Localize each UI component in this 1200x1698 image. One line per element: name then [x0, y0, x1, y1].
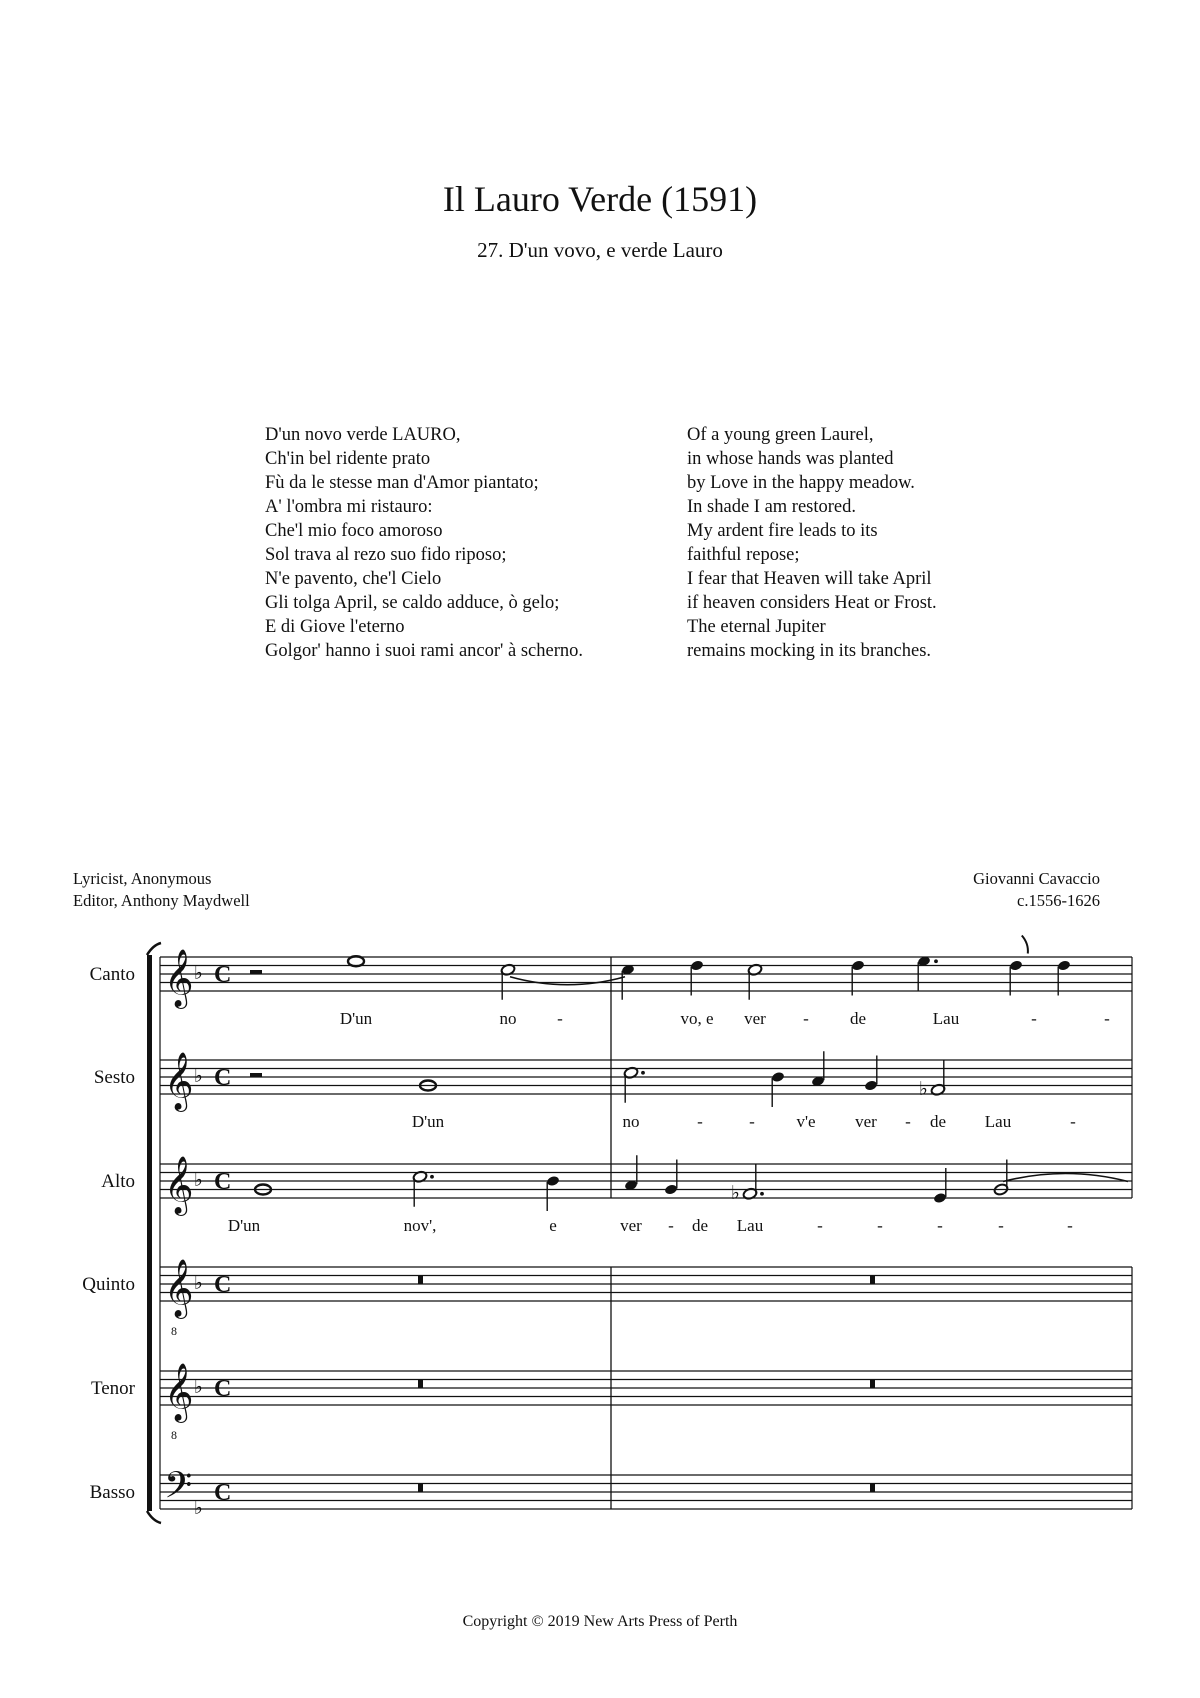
- lyric-syllable: ver: [620, 1216, 642, 1235]
- time-signature: C: [214, 1480, 232, 1506]
- note-head: [864, 1079, 878, 1091]
- treble-clef-icon: 𝄞: [164, 1362, 194, 1421]
- page-title: Il Lauro Verde (1591): [442, 179, 758, 219]
- lyric-syllable: de: [929, 1112, 947, 1131]
- poem-line: N'e pavento, che'l Cielo: [265, 569, 442, 589]
- note-head: [1009, 959, 1023, 971]
- augmentation-dot: [430, 1175, 434, 1179]
- augmentation-dot: [641, 1071, 645, 1075]
- flat-accidental: ♭: [919, 1077, 928, 1100]
- treble-clef-icon: 𝄞: [164, 948, 194, 1007]
- lyric-syllable: -: [817, 1216, 823, 1235]
- lyric-syllable: -: [749, 1112, 755, 1131]
- lyric-syllable: no: [622, 1112, 640, 1131]
- lyric-syllable: D'un: [339, 1009, 373, 1028]
- poem-line: D'un novo verde LAURO,: [265, 425, 461, 445]
- augmentation-dot: [934, 959, 938, 963]
- page-subtitle: 27. D'un vovo, e verde Lauro: [477, 238, 723, 262]
- lyric-syllable: D'un: [227, 1216, 261, 1235]
- poem-line: if heaven considers Heat or Frost.: [687, 593, 937, 613]
- staff-name: Canto: [89, 964, 135, 985]
- time-signature: C: [214, 1376, 232, 1402]
- half-rest: [250, 1073, 262, 1077]
- staff-name: Sesto: [93, 1067, 135, 1088]
- lyric-syllable: -: [1070, 1112, 1076, 1131]
- lyricist-credit: Lyricist, Anonymous: [73, 869, 212, 888]
- lyric-syllable: Lau: [932, 1009, 960, 1028]
- poem-line: In shade I am restored.: [687, 497, 857, 517]
- lyric-syllable: Lau: [984, 1112, 1012, 1131]
- key-signature-flat: ♭: [194, 1497, 203, 1519]
- breve-rest: [418, 1380, 423, 1389]
- note-head: [933, 1192, 947, 1204]
- time-signature: C: [214, 962, 232, 988]
- system-bracket-cap: [147, 1511, 161, 1523]
- poem-line: Of a young green Laurel,: [687, 425, 874, 445]
- key-signature-flat: ♭: [194, 1169, 203, 1191]
- octave-eight-marker: 8: [171, 1324, 177, 1338]
- half-rest: [250, 970, 262, 974]
- staff-name: Tenor: [90, 1378, 135, 1399]
- staff-name: Quinto: [82, 1274, 135, 1295]
- poem-line: Gli tolga April, se caldo adduce, ò gelo;: [265, 593, 560, 613]
- lyric-syllable: Lau: [736, 1216, 764, 1235]
- note-head: [771, 1071, 785, 1083]
- lyric-syllable: e: [549, 1216, 557, 1235]
- poem-line: Fù da le stesse man d'Amor piantato;: [265, 473, 539, 493]
- treble-clef-icon: 𝄞: [164, 1155, 194, 1214]
- poem-line: by Love in the happy meadow.: [687, 473, 915, 493]
- treble-clef-icon: 𝄞: [164, 1258, 194, 1317]
- poem-line: faithful repose;: [687, 545, 800, 565]
- lyric-syllable: ver: [744, 1009, 766, 1028]
- note-head: [348, 956, 364, 966]
- lyric-syllable: de: [691, 1216, 709, 1235]
- key-signature-flat: ♭: [194, 1065, 203, 1087]
- tie: [510, 977, 625, 985]
- staff-name: Basso: [89, 1482, 135, 1503]
- key-signature-flat: ♭: [194, 962, 203, 984]
- bass-clef-icon: 𝄢: [164, 1464, 193, 1516]
- breve-rest: [870, 1484, 875, 1493]
- note-head: [664, 1183, 678, 1195]
- lyric-syllable: D'un: [411, 1112, 445, 1131]
- augmentation-dot: [760, 1192, 764, 1196]
- poem-line: in whose hands was planted: [687, 449, 894, 469]
- poem-line: E di Giove l'eterno: [265, 617, 405, 637]
- breve-rest: [418, 1276, 423, 1285]
- lyric-syllable: -: [937, 1216, 943, 1235]
- breve-rest: [418, 1484, 423, 1493]
- lyric-syllable: -: [668, 1216, 674, 1235]
- poem-line: I fear that Heaven will take April: [687, 569, 932, 589]
- note-head: [690, 959, 704, 971]
- lyric-syllable: -: [998, 1216, 1004, 1235]
- note-head: [851, 959, 865, 971]
- system-bracket-cap: [147, 943, 161, 955]
- poem-line: Golgor' hanno i suoi rami ancor' à scherno.: [265, 641, 583, 661]
- lyric-syllable: -: [877, 1216, 883, 1235]
- poem-line: remains mocking in its branches.: [687, 641, 932, 661]
- time-signature: C: [214, 1065, 232, 1091]
- staff-name: Alto: [101, 1171, 135, 1192]
- lyric-syllable: no: [499, 1009, 517, 1028]
- lyric-syllable: -: [1104, 1009, 1110, 1028]
- lyric-syllable: -: [697, 1112, 703, 1131]
- breve-rest: [870, 1380, 875, 1389]
- lyric-syllable: ver: [855, 1112, 877, 1131]
- editor-credit: Editor, Anthony Maydwell: [73, 891, 250, 910]
- system-bracket: [147, 955, 152, 1511]
- poem-line: Sol trava al rezo suo fido riposo;: [265, 545, 507, 565]
- lyric-syllable: -: [557, 1009, 563, 1028]
- copyright-notice: Copyright © 2019 New Arts Press of Perth: [462, 1613, 738, 1630]
- poem-line: Che'l mio foco amoroso: [265, 521, 443, 541]
- time-signature: C: [214, 1169, 232, 1195]
- lyric-syllable: -: [803, 1009, 809, 1028]
- treble-clef-icon: 𝄞: [164, 1051, 194, 1110]
- lyric-syllable: -: [1067, 1216, 1073, 1235]
- flat-accidental: ♭: [731, 1181, 740, 1204]
- composer-credit: Giovanni Cavaccio: [973, 869, 1100, 888]
- key-signature-flat: ♭: [194, 1376, 203, 1398]
- poem-line: A' l'ombra mi ristauro:: [265, 497, 433, 517]
- note-head: [1057, 959, 1071, 971]
- lyric-syllable: nov',: [403, 1216, 437, 1235]
- composer-dates: c.1556-1626: [1017, 891, 1100, 910]
- note-head: [546, 1175, 560, 1187]
- lyric-syllable: de: [849, 1009, 867, 1028]
- lyric-syllable: -: [1031, 1009, 1037, 1028]
- octave-eight-marker: 8: [171, 1428, 177, 1442]
- breve-rest: [870, 1276, 875, 1285]
- key-signature-flat: ♭: [194, 1272, 203, 1294]
- note-flag: [1022, 936, 1028, 954]
- poem-line: Ch'in bel ridente prato: [265, 449, 431, 469]
- poem-line: My ardent fire leads to its: [687, 521, 878, 541]
- poem-line: The eternal Jupiter: [687, 617, 826, 637]
- lyric-syllable: vo, e: [680, 1009, 714, 1028]
- lyric-syllable: v'e: [796, 1112, 816, 1131]
- time-signature: C: [214, 1272, 232, 1298]
- lyric-syllable: -: [905, 1112, 911, 1131]
- tie: [1003, 1174, 1128, 1182]
